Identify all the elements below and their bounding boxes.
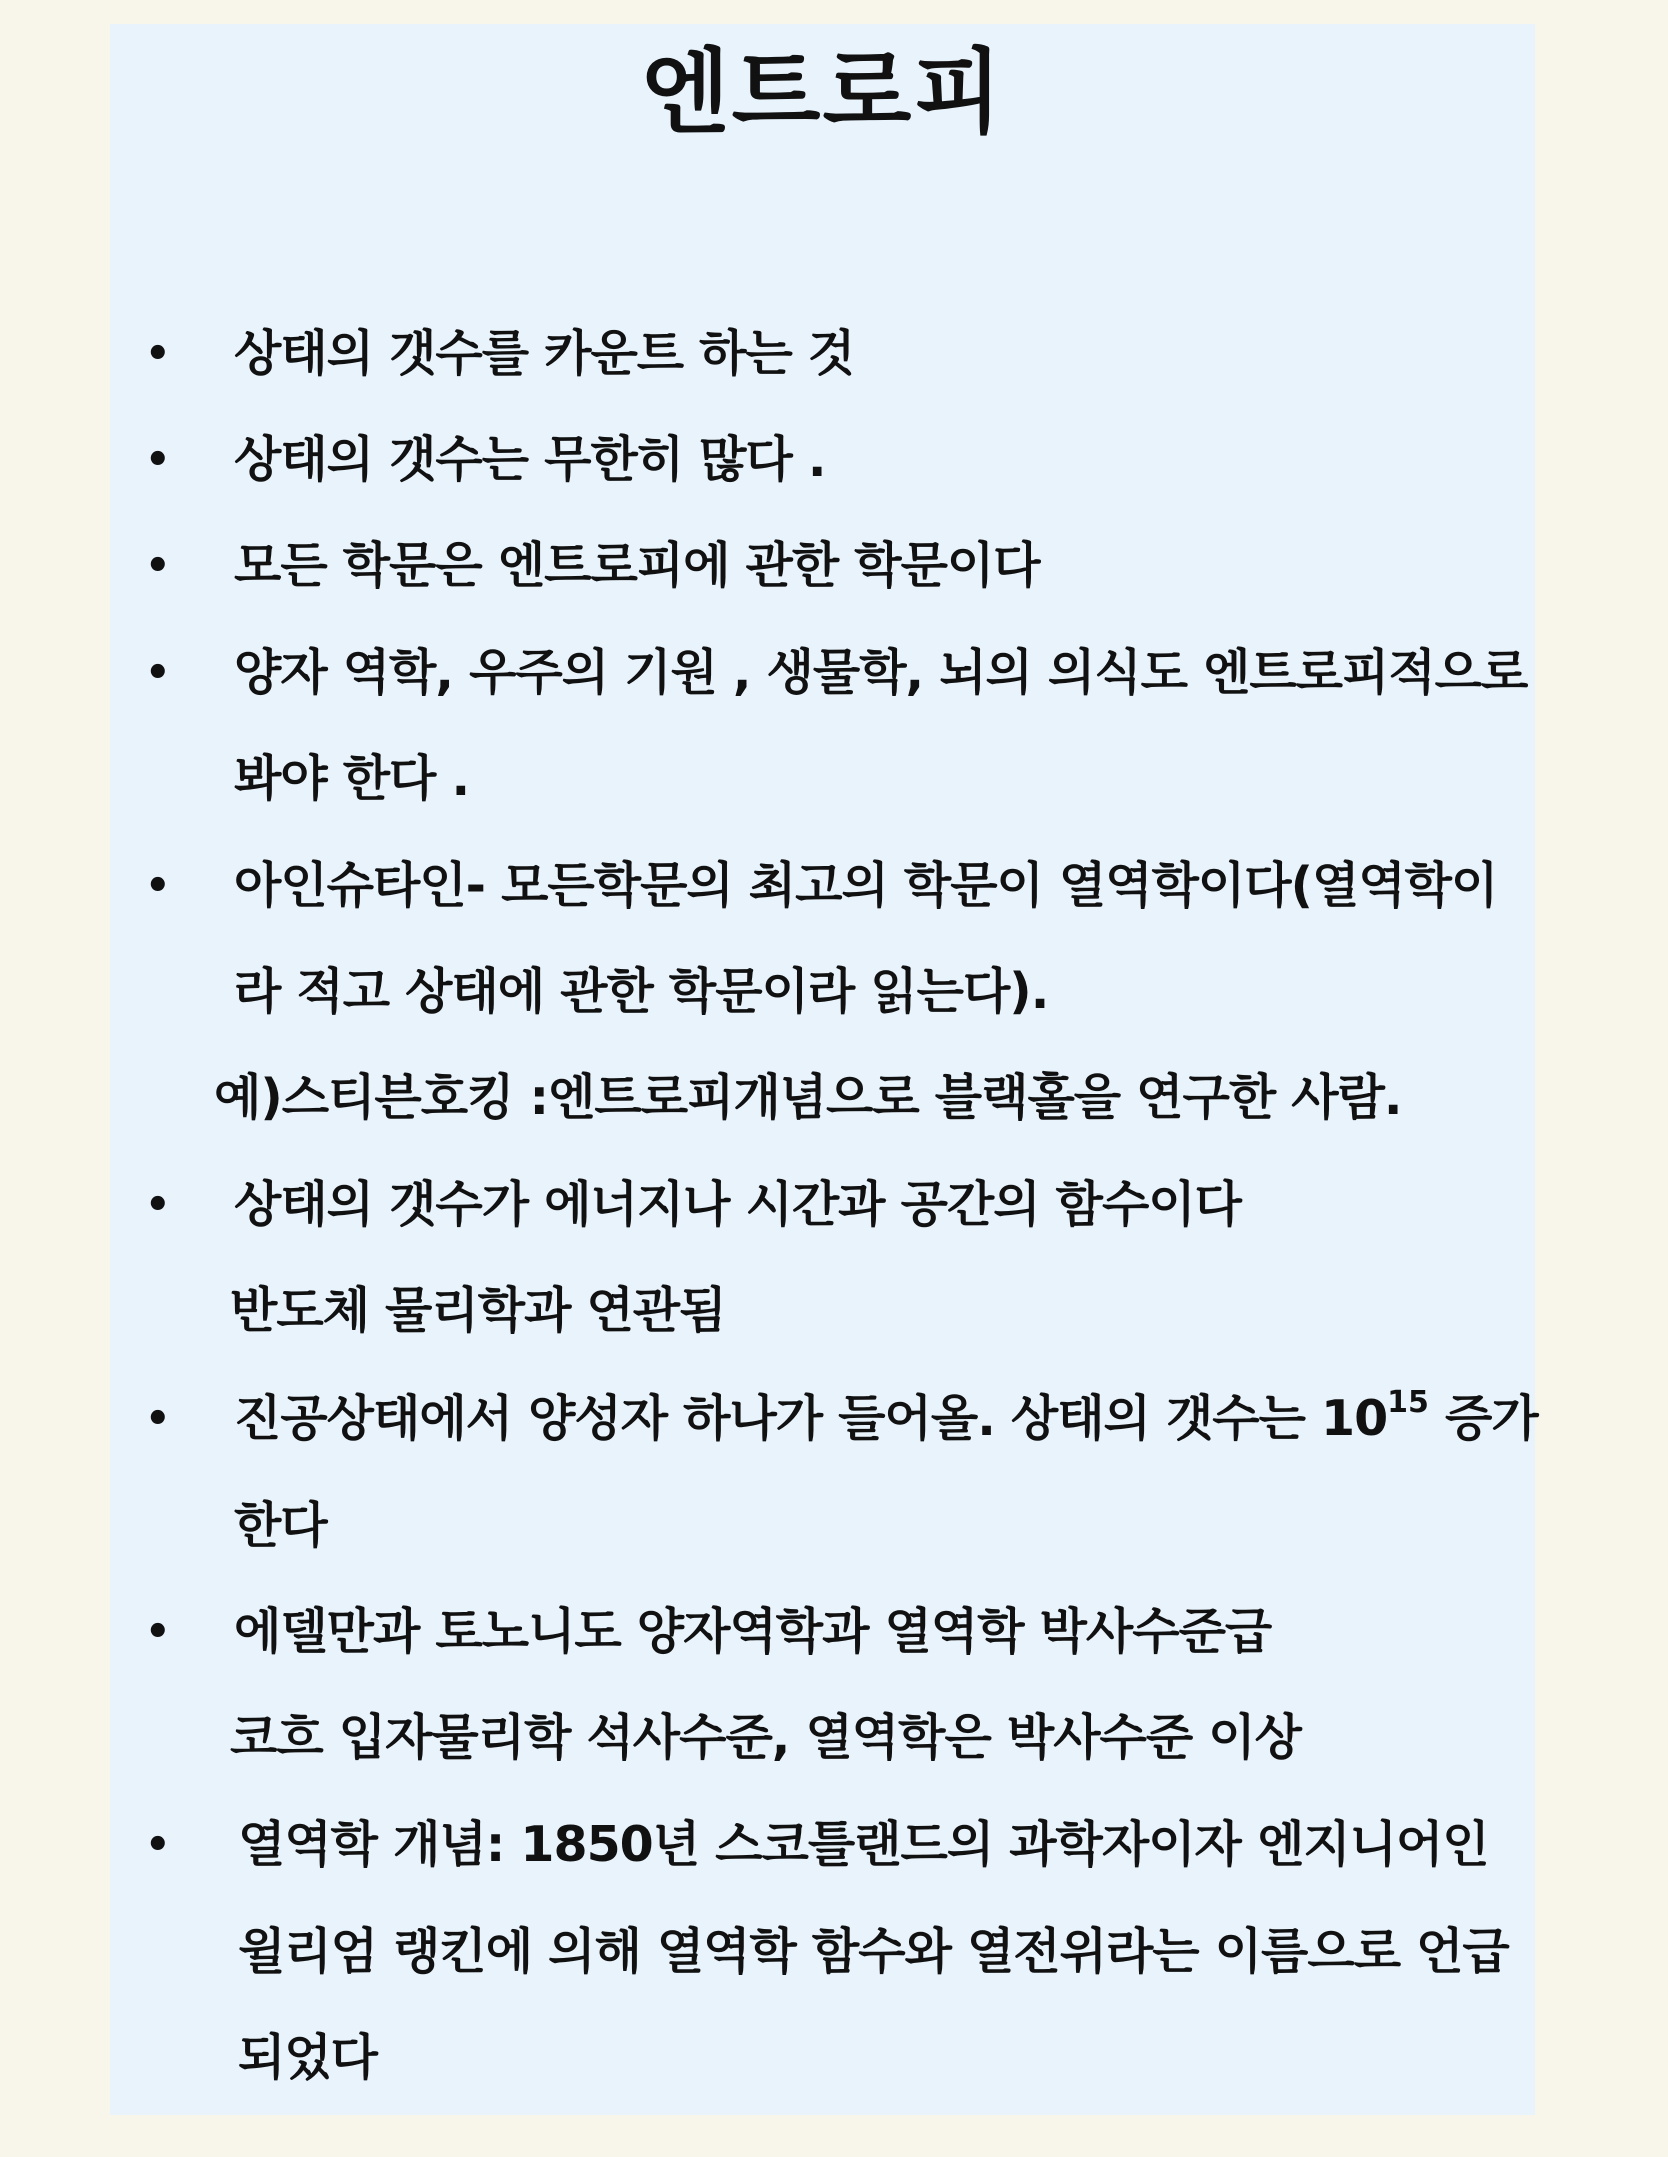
list-item-text: 상태의 갯수는 무한히 많다 . [234, 431, 826, 488]
exponent: 15 [1387, 1384, 1429, 1420]
list-item-text: 한다 [234, 1497, 327, 1554]
bullet-icon: • [145, 331, 170, 377]
bullet-icon: • [145, 650, 170, 696]
bullet-icon: • [145, 1182, 170, 1228]
list-item-text: 모든 학문은 엔트로피에 관한 학문이다 [234, 537, 1040, 594]
example-text: 예)스티븐호킹 :엔트로피개념으로 블랙홀을 연구한 사람. [214, 1069, 1402, 1126]
page-title: 엔트로피 [640, 39, 1005, 146]
list-item-text: 상태의 갯수를 카운트 하는 것 [234, 325, 855, 382]
list-item-text-tail: 증가 [1428, 1390, 1538, 1447]
list-item-text [234, 1379, 1538, 1459]
bullet-icon: • [145, 543, 170, 589]
list-item-text: 봐야 한다 . [234, 750, 470, 807]
list-item-text: 상태의 갯수가 에너지나 시간과 공간의 함수이다 [234, 1176, 1241, 1233]
list-item-text: 코흐 입자물리학 석사수준, 열역학은 박사수준 이상 [230, 1709, 1301, 1766]
list-item-text: 되었다 [238, 2029, 378, 2086]
bullet-icon: • [145, 1609, 170, 1655]
list-item-text: 라 적고 상태에 관한 학문이라 읽는다). [234, 963, 1049, 1020]
list-item-text: 아인슈타인- 모든학문의 최고의 학문이 열역학이다(열역학이 [234, 857, 1498, 914]
list-item-text: 양자 역학, 우주의 기원 , 생물학, 뇌의 의식도 엔트로피적으로 [234, 644, 1528, 701]
list-item-text-main: 진공상태에서 양성자 하나가 들어올. 상태의 갯수는 10 [234, 1390, 1388, 1447]
bullet-icon: • [145, 437, 170, 483]
list-item-text: 열역학 개념: 1850년 스코틀랜드의 과학자이자 엔지니어인 [238, 1816, 1489, 1873]
slide-panel [110, 24, 1538, 2115]
list-item-text: 에델만과 토노니도 양자역학과 열역학 박사수준급 [234, 1603, 1272, 1660]
list-item-text: 반도체 물리학과 연관됨 [230, 1282, 726, 1339]
bullet-icon: • [145, 1396, 170, 1442]
list-item-text: 윌리엄 랭킨에 의해 열역학 함수와 열전위라는 이름으로 언급 [238, 1923, 1509, 1980]
bullet-icon: • [145, 863, 170, 909]
bullet-icon: • [145, 1822, 170, 1868]
